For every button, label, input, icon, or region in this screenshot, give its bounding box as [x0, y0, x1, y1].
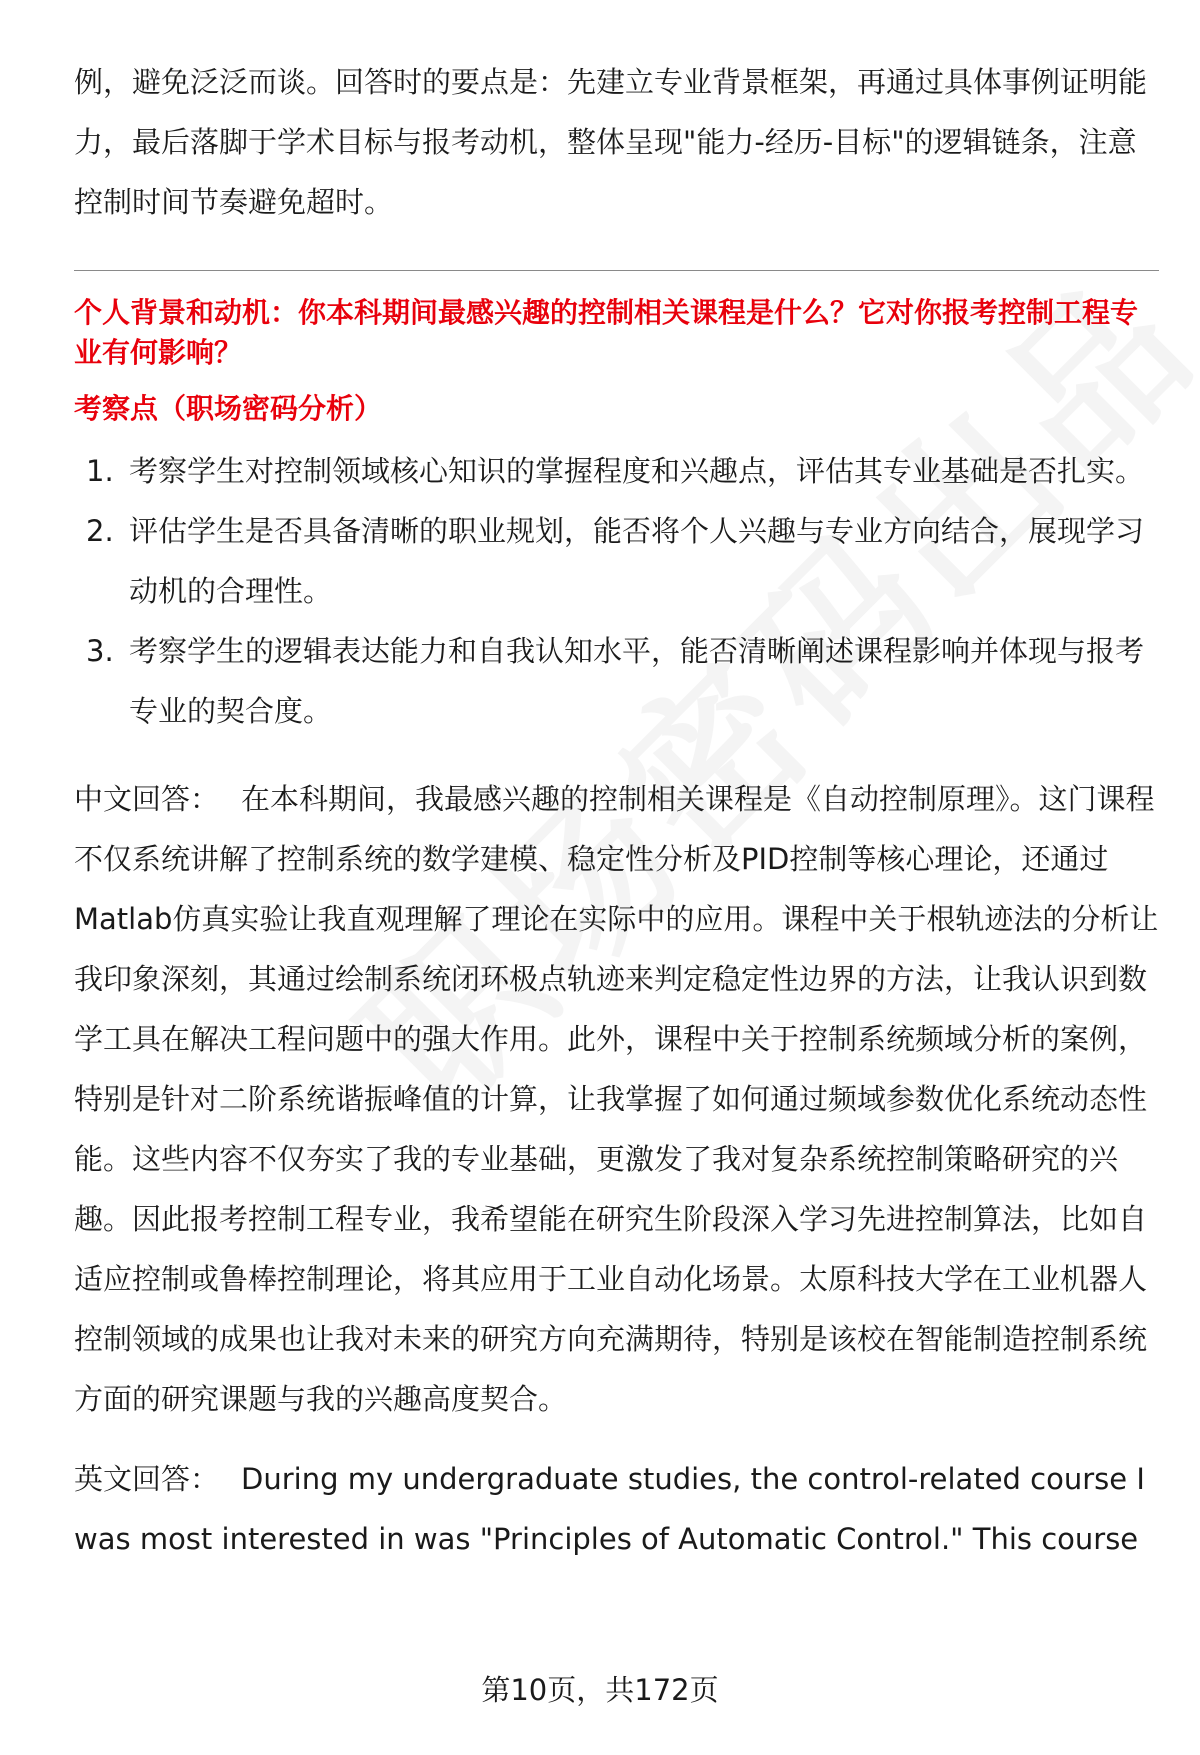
english-answer-text: During my undergraduate studies, the control-related course I was most interested in was "Principles of Automatic Control." This course	[74, 1462, 1145, 1556]
list-item-text: 评估学生是否具备清晰的职业规划，能否将个人兴趣与专业方向结合，展现学习动机的合理性。	[129, 514, 1145, 608]
exam-points-list	[74, 441, 1159, 741]
section-divider	[74, 270, 1159, 271]
chinese-answer-text: 在本科期间，我最感兴趣的控制相关课程是《自动控制原理》。这门课程不仅系统讲解了控制系统的数学建模、稳定性分析及PID控制等核心理论，还通过Matlab仿真实验让我直观理解了理论在实际中的应用。课程中关于根轨迹法的分析让我印象深刻，其通过绘制系统闭环极点轨迹来判定稳定性边界的方法，让我认识到数学工具在解决工程问题中的强大作用。此外，课程中关于控制系统频域分析的案例，特别是针对二阶系统谐振峰值的计算，让我掌握了如何通过频域参数优化系统动态性能。这些内容不仅夯实了我的专业基础，更激发了我对复杂系统控制策略研究的兴趣。因此报考控制工程专业，我希望能在研究生阶段深入学习先进控制算法，比如自适应控制或鲁棒控制理论，将其应用于工业自动化场景。太原科技大学在工业机器人控制领域的成果也让我对未来的研究方向充满期待，特别是该校在智能制造控制系统方面的研究课题与我的兴趣高度契合。	[74, 782, 1159, 1416]
chinese-answer	[74, 769, 1159, 1429]
question-heading: 个人背景和动机：你本科期间最感兴趣的控制相关课程是什么？它对你报考控制工程专业有何影响？	[74, 296, 1139, 369]
intro-paragraph: 例，避免泛泛而谈。回答时的要点是：先建立专业背景框架，再通过具体事例证明能力，最后落脚于学术目标与报考动机，整体呈现"能力-经历-目标"的逻辑链条，注意控制时间节奏避免超时。	[74, 65, 1148, 219]
list-item	[74, 621, 1159, 741]
list-item-number: 2.	[86, 514, 114, 548]
list-item-text: 考察学生对控制领域核心知识的掌握程度和兴趣点，评估其专业基础是否扎实。	[129, 454, 1145, 488]
chinese-answer-label: 中文回答：	[74, 782, 220, 816]
page-number-footer: 第10页，共172页	[481, 1673, 719, 1707]
page-content	[74, 52, 1159, 1569]
list-item-number: 3.	[86, 634, 114, 668]
english-answer	[74, 1449, 1159, 1569]
list-item-number: 1.	[86, 454, 114, 488]
english-answer-label: 英文回答：	[74, 1462, 220, 1496]
exam-points-title: 考察点（职场密码分析）	[74, 392, 383, 425]
list-item-text: 考察学生的逻辑表达能力和自我认知水平，能否清晰阐述课程影响并体现与报考专业的契合度。	[129, 634, 1145, 728]
list-item	[74, 501, 1159, 621]
list-item	[74, 441, 1159, 501]
